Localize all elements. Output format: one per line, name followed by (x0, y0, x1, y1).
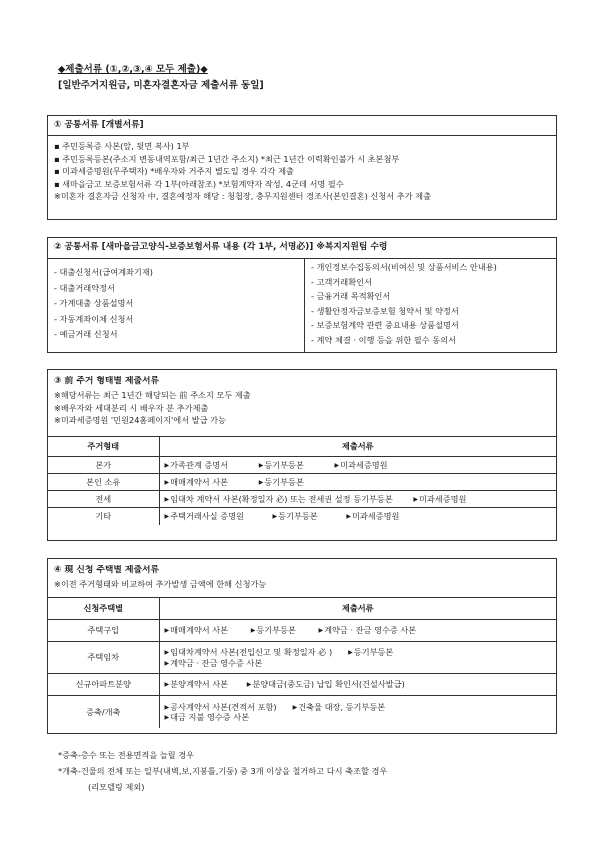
section1-item: ▪ 주민등록증 사본(앞, 뒷면 복사) 1부 (54, 141, 190, 151)
previous-residence-table (48, 436, 556, 525)
documents-cell (159, 491, 556, 508)
triangle-bullet-icon: ▶ (258, 461, 264, 469)
section2-right-item: - 고객거래확인서 (311, 276, 372, 287)
triangle-bullet-icon: ▶ (258, 478, 264, 486)
triangle-bullet-icon: ▶ (346, 513, 351, 521)
section1-heading: ① 공통서류 [개별서류] (48, 116, 556, 136)
residence-type: 본인 소유 (48, 474, 159, 491)
section3-heading: ③ 前 주거 형태별 제출서류 (54, 376, 159, 386)
section2-left-item: - 대출신청서(급여계좌기재) (54, 267, 153, 277)
document-item: 미과세증명원 (340, 459, 388, 470)
triangle-bullet-icon: ▶ (272, 513, 278, 521)
table-row (48, 620, 556, 642)
table-header-row (48, 437, 556, 457)
triangle-bullet-icon: ▶ (164, 513, 170, 521)
triangle-bullet-icon: ▶ (348, 649, 353, 657)
triangle-bullet-icon: ▶ (164, 703, 170, 711)
section2-left-item: - 예금거래 신청서 (54, 329, 118, 340)
triangle-bullet-icon: ▶ (164, 713, 170, 721)
section2-right-item: - 계약 체결 · 이행 등을 위한 필수 동의서 (311, 334, 457, 345)
housing-type: 신규아파트분양 (48, 674, 159, 696)
section1-item: ▪ 주민등록등본(주소지 변동내역포함/최근 1년간 주소지) *최근 1년간 이력확인불가 시 초본첨부 (54, 153, 400, 164)
section-current-housing (47, 558, 557, 734)
document-item: 계약금 · 잔금 영수증 사본 (324, 625, 417, 636)
document-item: 등기부등본 (264, 459, 304, 470)
housing-type: 주택구입 (48, 620, 159, 642)
document-item: 공사계약서 사본(견적서 포함) (170, 701, 277, 712)
document-item: 계약금 · 잔금 영수증 사본 (170, 657, 263, 668)
documents-cell (159, 642, 556, 674)
section2-right-item: - 개인정보수집동의서(비여신 및 상품서비스 안내용) (311, 262, 497, 272)
documents-cell (159, 620, 556, 642)
section2-right-item: - 보증보험계약 관련 중요내용 상품설명서 (311, 320, 459, 331)
document-item: 매매계약서 사본 (170, 625, 229, 636)
section3-note: ※해당서류는 최근 1년간 해당되는 前 주소지 모두 제출 (54, 390, 251, 400)
residence-type: 기타 (48, 508, 159, 525)
documents-cell (159, 457, 556, 474)
footnotes (58, 750, 387, 798)
section2-right-item: - 생활안정자금보증보험 청약서 및 약정서 (311, 305, 459, 316)
footnote: (리모델링 제외) (88, 782, 145, 792)
section2-left-item: - 가계대출 상품설명서 (54, 298, 134, 309)
table-header-row (48, 598, 556, 620)
footnote: *증축-층수 또는 전용면적을 늘릴 경우 (58, 750, 195, 760)
documents-cell (159, 474, 556, 491)
triangle-bullet-icon: ▶ (164, 649, 170, 657)
page-subtitle: [일반주거지원금, 미혼자결혼자금 제출서류 동일] (58, 80, 264, 91)
triangle-bullet-icon: ▶ (164, 681, 170, 689)
section3-note: ※미과세증명원 '민원24홈페이지'에서 발급 가능 (54, 415, 226, 426)
triangle-bullet-icon: ▶ (164, 659, 170, 667)
document-item: 임대차 계약서 사본(확정일자 必) 또는 전세권 설정 등기부등본 (170, 493, 393, 504)
table-row (48, 642, 556, 674)
table-row (48, 457, 556, 474)
document-item: 등기부등본 (256, 625, 296, 636)
column-header: 주거형태 (48, 437, 159, 457)
column-header: 제출서류 (159, 437, 556, 457)
document-item: 분양계약서 사본 (170, 679, 229, 690)
residence-type: 전세 (48, 491, 159, 508)
triangle-bullet-icon: ▶ (318, 627, 324, 635)
column-header: 신청주택별 (48, 598, 159, 620)
document-item: 매매계약서 사본 (170, 476, 229, 487)
table-row (48, 474, 556, 491)
housing-type: 주택임차 (48, 642, 159, 674)
section1-note: ※미혼자 결혼자금 신청자 中, 결혼예정자 해당 : 청첩장, 충무지원센터 경조사(본인결혼) 신청서 추가 제출 (54, 191, 431, 202)
document-item: 분양대금(중도금) 납입 확인서(건설사발급) (252, 679, 405, 690)
triangle-bullet-icon: ▶ (164, 478, 170, 486)
triangle-bullet-icon: ▶ (292, 703, 298, 711)
triangle-bullet-icon: ▶ (250, 627, 256, 635)
table-row (48, 696, 556, 728)
triangle-bullet-icon: ▶ (334, 461, 340, 469)
section-guarantee-insurance (47, 237, 557, 353)
footnote: *개축-건물의 전체 또는 일부(내벽,보,지붕틀,기둥) 중 3개 이상을 철거하고 다시 축조할 경우 (58, 766, 388, 776)
document-item: 등기부등본 (278, 511, 318, 522)
document-item: 미과세증명원 (351, 511, 400, 522)
document-item: 미과세증명원 (418, 493, 467, 504)
triangle-bullet-icon: ▶ (164, 495, 170, 503)
document-item: 임대차계약서 사본(전입신고 및 확정일자 必 ) (170, 647, 333, 658)
document-item: 가족관계 증명서 (170, 459, 229, 470)
document-item: 주택거래사실 증명원 (170, 511, 244, 522)
triangle-bullet-icon: ▶ (246, 681, 252, 689)
section1-item: ▪ 미과세증명원(무주택자) *배우자와 거주지 별도일 경우 각각 제출 (54, 166, 294, 177)
triangle-bullet-icon: ▶ (164, 627, 170, 635)
section2-right-item: - 금융거래 목적확인서 (311, 291, 391, 302)
housing-type: 증축/개축 (48, 696, 159, 728)
document-item: 건축물 대장, 등기부등본 (298, 701, 386, 712)
current-housing-table (48, 597, 556, 728)
residence-type: 본가 (48, 457, 159, 474)
section2-left-item: - 대출거래약정서 (54, 282, 115, 293)
section-common-documents (47, 115, 557, 220)
documents-cell (159, 508, 556, 525)
documents-cell (159, 696, 556, 728)
section2-heading: ② 공통서류 [새마을금고양식-보증보험서류 내용 (각 1부, 서명必)] ※복지지원팀 수령 (48, 238, 556, 259)
section3-note: ※배우자와 세대분리 시 배우자 분 추가제출 (54, 402, 209, 413)
table-row (48, 674, 556, 696)
triangle-bullet-icon: ▶ (164, 461, 170, 469)
document-item: 등기부등본 (264, 476, 304, 487)
section4-note: ※이전 주거형태와 비교하여 추가발생 금액에 한해 신청가능 (54, 579, 267, 589)
document-item: 등기부등본 (353, 647, 394, 658)
page-title: ◆제출서류 (①,②,③,④ 모두 제출)◆ (58, 64, 208, 75)
table-row (48, 508, 556, 525)
column-header: 제출서류 (159, 598, 556, 620)
section-previous-residence (47, 369, 557, 541)
section2-left-item: - 자동계좌이체 신청서 (54, 313, 134, 324)
triangle-bullet-icon: ▶ (413, 495, 418, 503)
section1-item: ▪ 새마을금고 보증보험서류 각 1부(아래참조) *보험계약자 작성, 4군데 서명 필수 (54, 178, 344, 189)
document-item: 대금 지불 영수증 사본 (170, 711, 250, 722)
table-row (48, 491, 556, 508)
section4-heading: ④ 現 신청 주택별 제출서류 (54, 565, 159, 575)
documents-cell (159, 674, 556, 696)
